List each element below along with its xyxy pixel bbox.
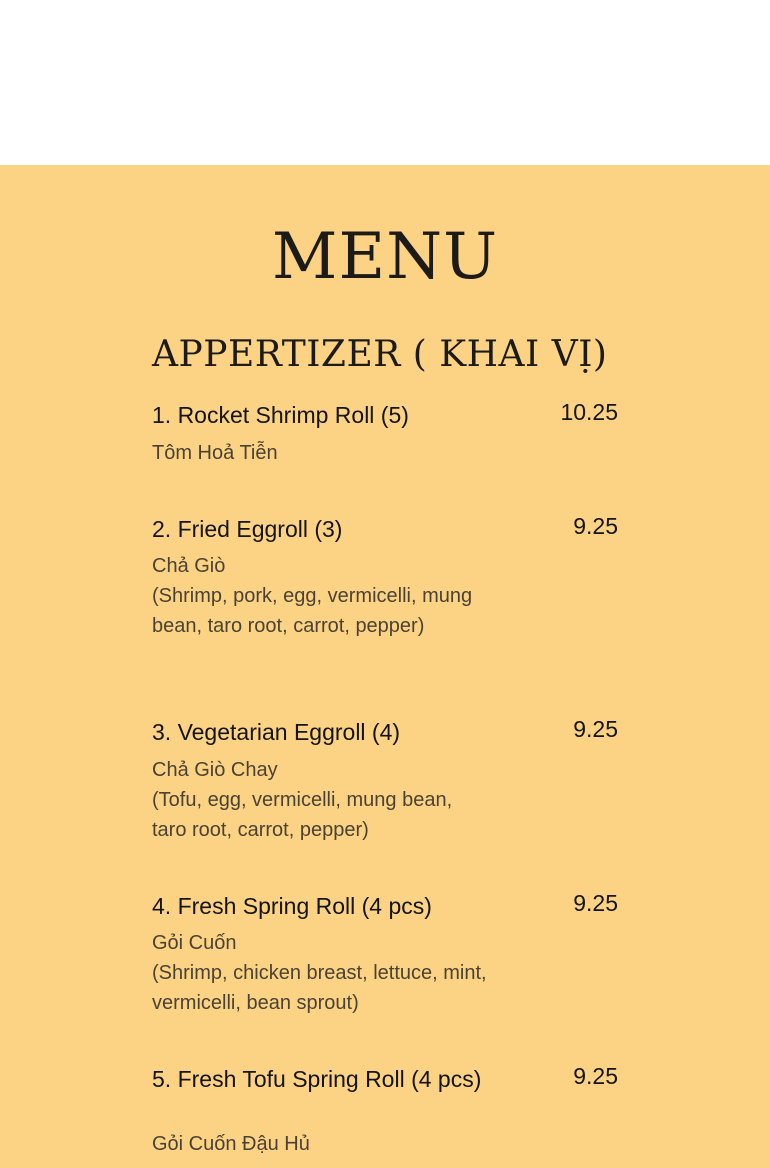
item-ingredients: (Tofu, egg, vermicelli, mung bean, taro root, carrot, pepper) (152, 789, 453, 841)
menu-title: MENU (271, 220, 499, 294)
item-description (152, 755, 492, 845)
item-ingredients: (Shrimp, pork, egg, vermicelli, mung bean, taro root, carrot, pepper) (152, 585, 473, 637)
item-ingredients: (Shrimp, chicken breast, lettuce, mint, vermicelli, bean sprout) (152, 962, 487, 1014)
item-name: 4. Fresh Spring Roll (4 pcs) (152, 893, 432, 919)
item-price: 9.25 (573, 1063, 618, 1089)
item-name: 2. Fried Eggroll (3) (152, 516, 343, 542)
item-price: 10.25 (560, 399, 618, 425)
item-vietnamese-name: Chả Giò Chay (152, 759, 278, 781)
item-vietnamese-name: Chả Giò (152, 555, 226, 577)
top-blank-area (0, 0, 770, 165)
item-vietnamese-name: Tôm Hoả Tiễn (152, 442, 278, 464)
menu-panel (0, 165, 770, 1168)
item-description (152, 438, 492, 468)
item-description (152, 928, 492, 1018)
item-name: 3. Vegetarian Eggroll (4) (152, 719, 401, 745)
item-description (152, 1129, 492, 1159)
item-vietnamese-name: Gỏi Cuốn (152, 932, 237, 954)
item-price: 9.25 (573, 890, 618, 916)
item-vietnamese-name: Gỏi Cuốn Đậu Hủ (152, 1133, 310, 1155)
item-name: 5. Fresh Tofu Spring Roll (4 pcs) (152, 1066, 482, 1092)
item-price: 9.25 (573, 716, 618, 742)
item-name: 1. Rocket Shrimp Roll (5) (152, 402, 409, 428)
item-description (152, 551, 492, 641)
section-title-appetizer: APPERTIZER ( KHAI VỊ) (152, 334, 608, 375)
item-price: 9.25 (573, 513, 618, 539)
